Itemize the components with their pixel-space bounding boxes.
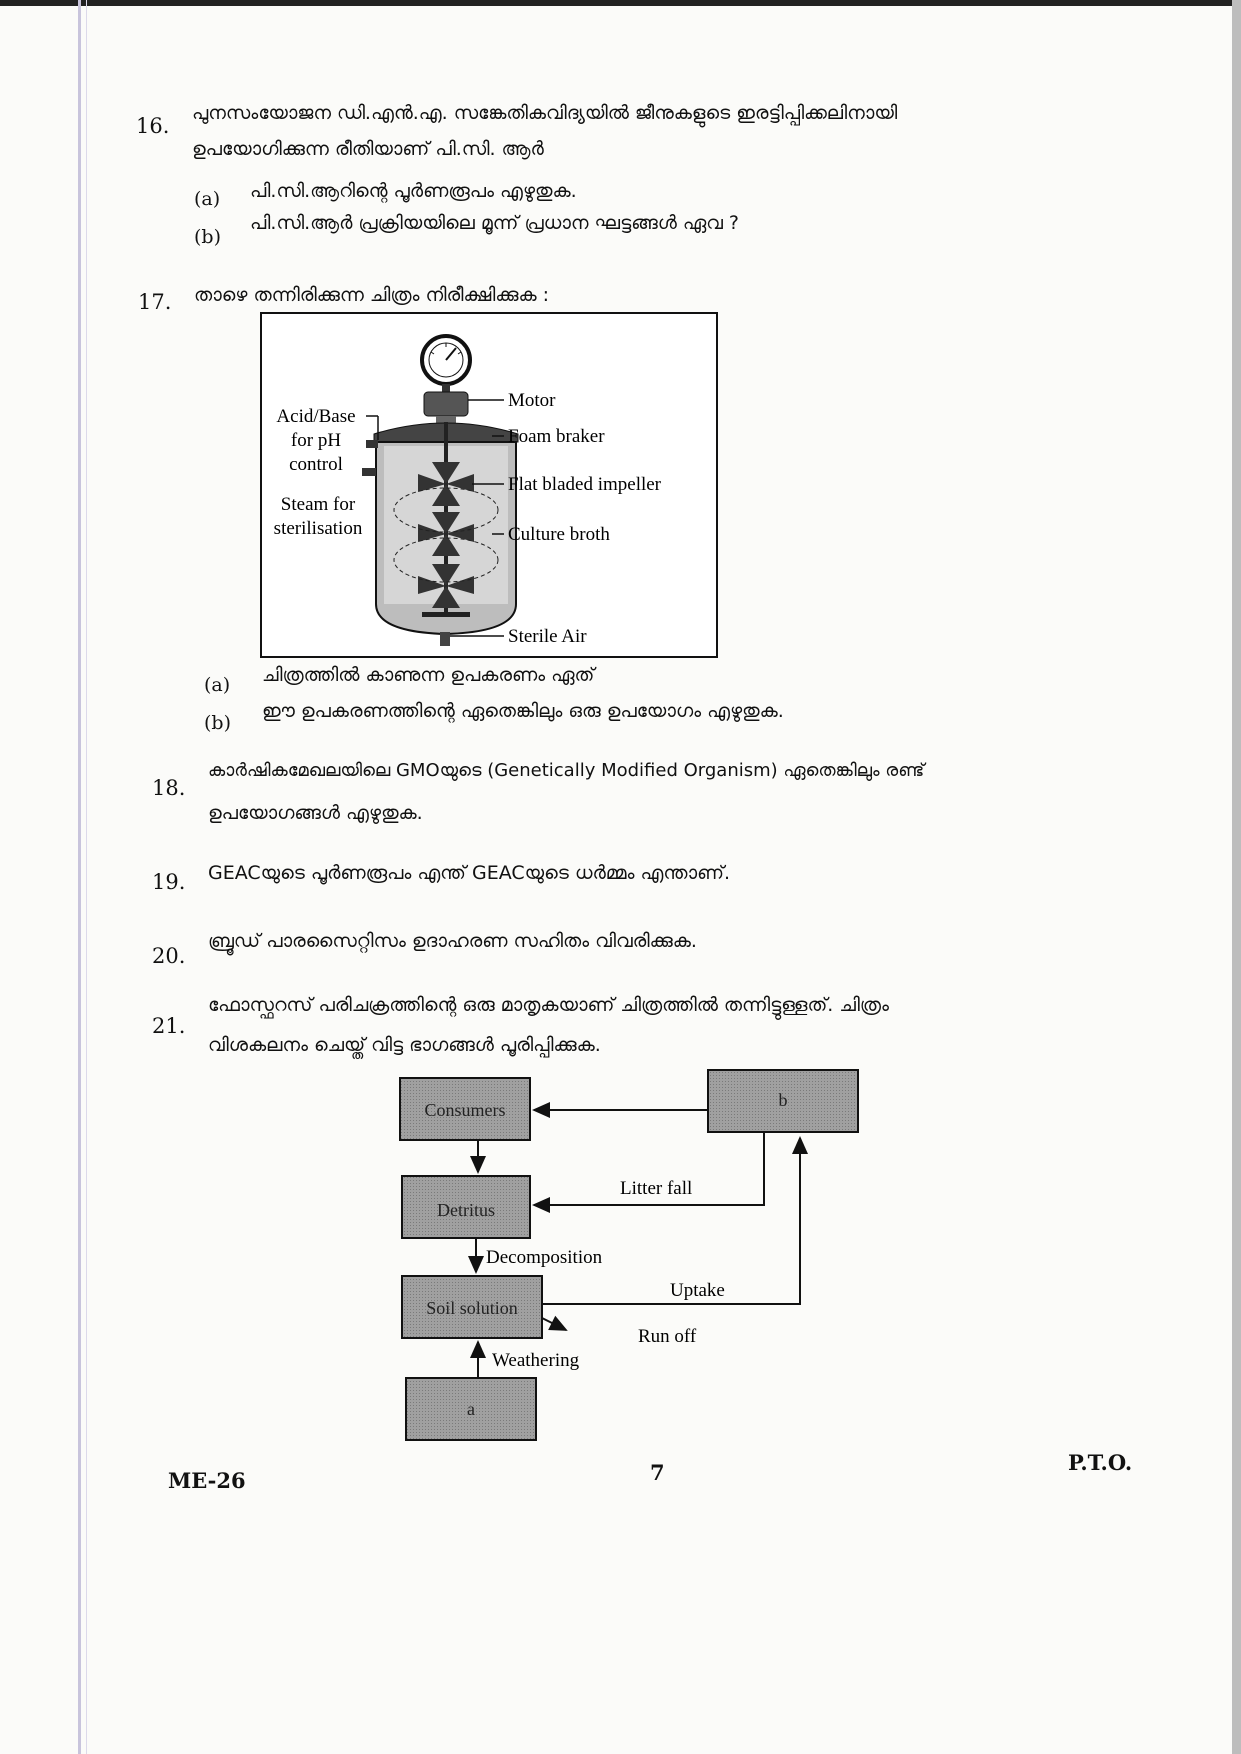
weathering-label: Weathering	[492, 1350, 580, 1371]
run-off-label: Run off	[638, 1326, 697, 1347]
question-number: 16.	[136, 114, 170, 138]
scan-right-edge	[1232, 0, 1241, 1754]
label-impeller: Flat bladed impeller	[508, 474, 662, 495]
question-text-line: GEACയുടെ പൂർണരൂപം എന്ത് GEACയുടെ ധർമ്മം എന്താണ്.	[208, 862, 731, 884]
motor-block	[424, 392, 468, 416]
scan-left-margin-line	[78, 0, 81, 1754]
scan-left-margin-line-2	[86, 0, 87, 1754]
subquestion-label: (b)	[194, 226, 221, 248]
question-text-line: ഉപയോഗിക്കുന്ന രീതിയാണ് പി.സി. ആർ	[192, 138, 544, 160]
question-text-line: ഉപയോഗങ്ങൾ എഴുതുക.	[208, 802, 423, 824]
subquestion-text: പി.സി.ആറിന്റെ പൂർണരൂപം എഴുതുക.	[250, 180, 577, 202]
label-foam-braker: Foam braker	[508, 426, 605, 447]
uptake-label: Uptake	[670, 1280, 725, 1301]
subquestion-label: (a)	[194, 188, 221, 210]
label-for-ph: for pH	[290, 430, 342, 451]
bioreactor-diagram	[262, 314, 716, 656]
scan-top-edge	[0, 0, 1241, 6]
decomposition-label: Decomposition	[486, 1247, 603, 1268]
air-sparger	[422, 612, 470, 617]
question-text-line: ബ്രൂഡ് പാരസൈറ്റിസം ഉദാഹരണ സഹിതം വിവരിക്കുക.	[208, 930, 697, 952]
question-number: 20.	[152, 944, 186, 968]
air-inlet-pipe	[440, 632, 450, 646]
box-a-label: a	[467, 1399, 475, 1419]
label-sterilisation: sterilisation	[273, 518, 363, 539]
phosphorus-cycle-diagram	[380, 1060, 880, 1450]
question-number: 19.	[152, 870, 186, 894]
subquestion-label: (b)	[204, 712, 231, 734]
question-text-line: താഴെ തന്നിരിക്കുന്ന ചിത്രം നിരീക്ഷിക്കുക :	[194, 284, 550, 306]
subquestion-text: പി.സി.ആർ പ്രക്രിയയിലെ മൂന്ന് പ്രധാന ഘട്ടങ്ങൾ ഏവ ?	[250, 212, 740, 234]
question-text-line: പുനസംയോജന ഡി.എൻ.എ. സങ്കേതികവിദ്യയിൽ ജീനുകളുടെ ഇരട്ടിപ്പിക്കലിനായി	[192, 102, 898, 124]
pressure-gauge-icon	[422, 336, 470, 394]
question-text-line: ഫോസ്ഫറസ് പരിചക്രത്തിന്റെ ഒരു മാതൃകയാണ് ചിത്രത്തിൽ തന്നിട്ടുള്ളത്. ചിത്രം	[208, 994, 890, 1016]
soil-solution-label: Soil solution	[426, 1298, 518, 1318]
subquestion-text: ചിത്രത്തിൽ കാണുന്ന ഉപകരണം ഏത്	[262, 664, 595, 686]
question-number: 17.	[138, 290, 172, 314]
label-acid-base: Acid/Base	[276, 406, 356, 427]
detritus-label: Detritus	[437, 1200, 495, 1220]
litter-fall-label: Litter fall	[620, 1178, 693, 1199]
question-number: 18.	[152, 776, 186, 800]
impeller-blades	[418, 462, 474, 608]
acid-base-port	[366, 440, 378, 448]
question-text-line: കാർഷികമേഖലയിലെ GMOയുടെ (Genetically Modified Organism) ഏതെങ്കിലും രണ്ട്	[208, 760, 925, 781]
please-turn-over: P.T.O.	[1068, 1450, 1133, 1475]
question-number: 21.	[152, 1014, 186, 1038]
subquestion-text: ഈ ഉപകരണത്തിന്റെ ഏതെങ്കിലും ഒരു ഉപയോഗം എഴുതുക.	[262, 700, 784, 722]
subquestion-label: (a)	[204, 674, 231, 696]
label-sterile-air: Sterile Air	[508, 626, 587, 647]
paper-code: ME-26	[168, 1468, 246, 1493]
steam-port	[362, 468, 376, 476]
question-text-line: വിശകലനം ചെയ്ത് വിട്ട ഭാഗങ്ങൾ പൂരിപ്പിക്കുക.	[208, 1034, 601, 1056]
label-steam-for: Steam for	[280, 494, 356, 515]
label-culture-broth: Culture broth	[508, 524, 610, 545]
bioreactor-figure	[260, 312, 718, 658]
page-number: 7	[650, 1460, 665, 1485]
label-control: control	[289, 454, 343, 475]
label-motor: Motor	[508, 390, 556, 411]
box-b-label: b	[778, 1090, 788, 1110]
consumers-label: Consumers	[424, 1100, 506, 1120]
